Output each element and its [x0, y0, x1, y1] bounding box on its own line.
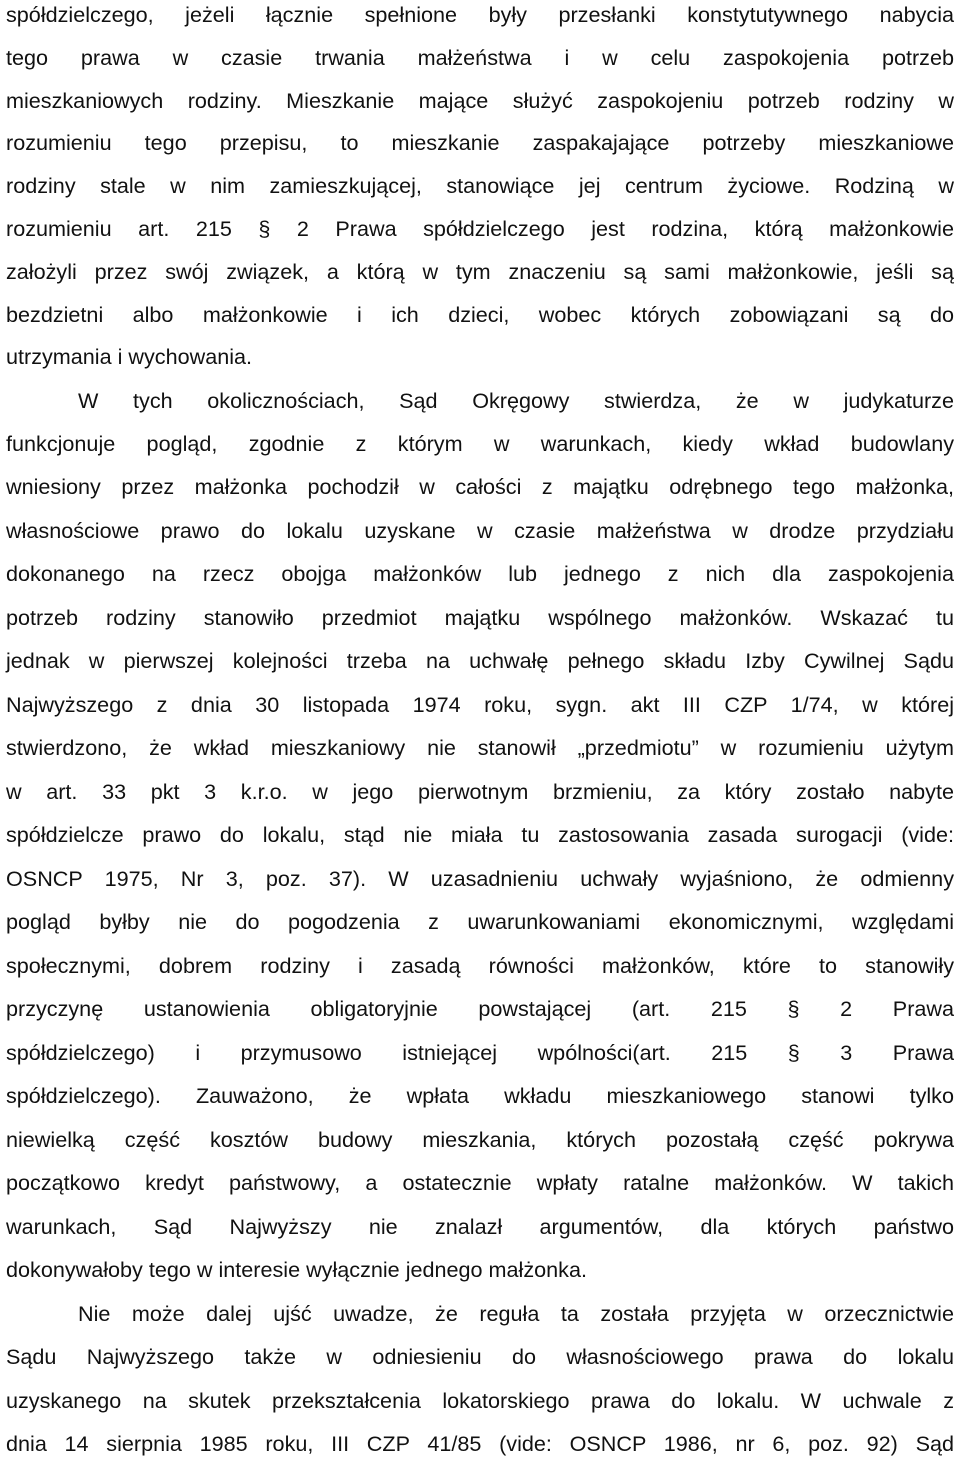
text-line: dnia 14 sierpnia 1985 roku, III CZP 41/85 (vide: OSNCP 1986, nr 6, poz. 92) Sąd — [6, 1431, 954, 1456]
text-line: założyli przez swój związek, a którą w tym znaczeniu są sami małżonkowie, jeśli są — [6, 259, 954, 284]
text-line: uzyskanego na skutek przekształcenia lokatorskiego prawa do lokalu. W uchwale z — [6, 1388, 954, 1413]
text-line: OSNCP 1975, Nr 3, poz. 37). W uzasadnieniu uchwały wyjaśniono, że odmienny — [6, 866, 954, 891]
text-line: spółdzielczego, jeżeli łącznie spełnione były przesłanki konstytutywnego nabycia — [6, 2, 954, 27]
text-line: dokonywałoby tego w interesie wyłącznie jednego małżonka. — [6, 1257, 587, 1282]
text-line: wniesiony przez małżonka pochodził w całości z majątku odrębnego tego małżonka, — [6, 474, 954, 499]
text-line: spółdzielczego). Zauważono, że wpłata wkładu mieszkaniowego stanowi tylko — [6, 1083, 954, 1108]
text-line: rozumieniu art. 215 § 2 Prawa spółdzielczego jest rodzina, którą małżonkowie — [6, 216, 954, 241]
text-line: Najwyższego z dnia 30 listopada 1974 roku, sygn. akt III CZP 1/74, w której — [6, 692, 954, 717]
text-line: rozumieniu tego przepisu, to mieszkanie zaspakajające potrzeby mieszkaniowe — [6, 130, 954, 155]
text-line: tego prawa w czasie trwania małżeństwa i w celu zaspokojenia potrzeb — [6, 45, 954, 70]
text-line: przyczynę ustanowienia obligatoryjnie powstającej (art. 215 § 2 Prawa — [6, 996, 954, 1021]
text-line: funkcjonuje pogląd, zgodnie z którym w warunkach, kiedy wkład budowlany — [6, 431, 954, 456]
text-line: społecznymi, dobrem rodziny i zasadą równości małżonków, które to stanowiły — [6, 953, 954, 978]
text-line: bezdzietni albo małżonkowie i ich dzieci, wobec których zobowiązani są do — [6, 302, 954, 327]
text-line: warunkach, Sąd Najwyższy nie znalazł argumentów, dla których państwo — [6, 1214, 954, 1239]
text-line: Sądu Najwyższego także w odniesieniu do własnościowego prawa do lokalu — [6, 1344, 954, 1369]
paragraph-first-line: W tych okolicznościach, Sąd Okręgowy stwierdza, że w judykaturze — [78, 388, 954, 413]
text-line: własnościowe prawo do lokalu uzyskane w czasie małżeństwa w drodze przydziału — [6, 518, 954, 543]
text-line: dokonanego na rzecz obojga małżonków lub jednego z nich dla zaspokojenia — [6, 561, 954, 586]
text-line: jednak w pierwszej kolejności trzeba na uchwałę pełnego składu Izby Cywilnej Sądu — [6, 648, 954, 673]
text-line: spółdzielczego) i przymusowo istniejącej wpólności(art. 215 § 3 Prawa — [6, 1040, 954, 1065]
text-line: rodziny stale w nim zamieszkującej, stanowiące jej centrum życiowe. Rodziną w — [6, 173, 954, 198]
text-line: niewielką część kosztów budowy mieszkania, których pozostałą część pokrywa — [6, 1127, 954, 1152]
text-line: utrzymania i wychowania. — [6, 344, 253, 369]
text-line: mieszkaniowych rodziny. Mieszkanie mające służyć zaspokojeniu potrzeb rodziny w — [6, 88, 954, 113]
text-line: spółdzielcze prawo do lokalu, stąd nie miała tu zastosowania zasada surogacji (vide: — [6, 822, 954, 847]
text-line: stwierdzono, że wkład mieszkaniowy nie stanowił „przedmiotu” w rozumieniu użytym — [6, 735, 954, 760]
text-line: potrzeb rodziny stanowiło przedmiot majątku wspólnego małżonków. Wskazać tu — [6, 605, 954, 630]
paragraph-first-line: Nie może dalej ujść uwadze, że reguła ta została przyjęta w orzecznictwie — [78, 1301, 954, 1326]
text-line: pogląd byłby nie do pogodzenia z uwarunkowaniami ekonomicznymi, względami — [6, 909, 954, 934]
text-line: początkowo kredyt państwowy, a ostatecznie wpłaty ratalne małżonków. W takich — [6, 1170, 954, 1195]
text-line: w art. 33 pkt 3 k.r.o. w jego pierwotnym brzmieniu, za który zostało nabyte — [6, 779, 954, 804]
